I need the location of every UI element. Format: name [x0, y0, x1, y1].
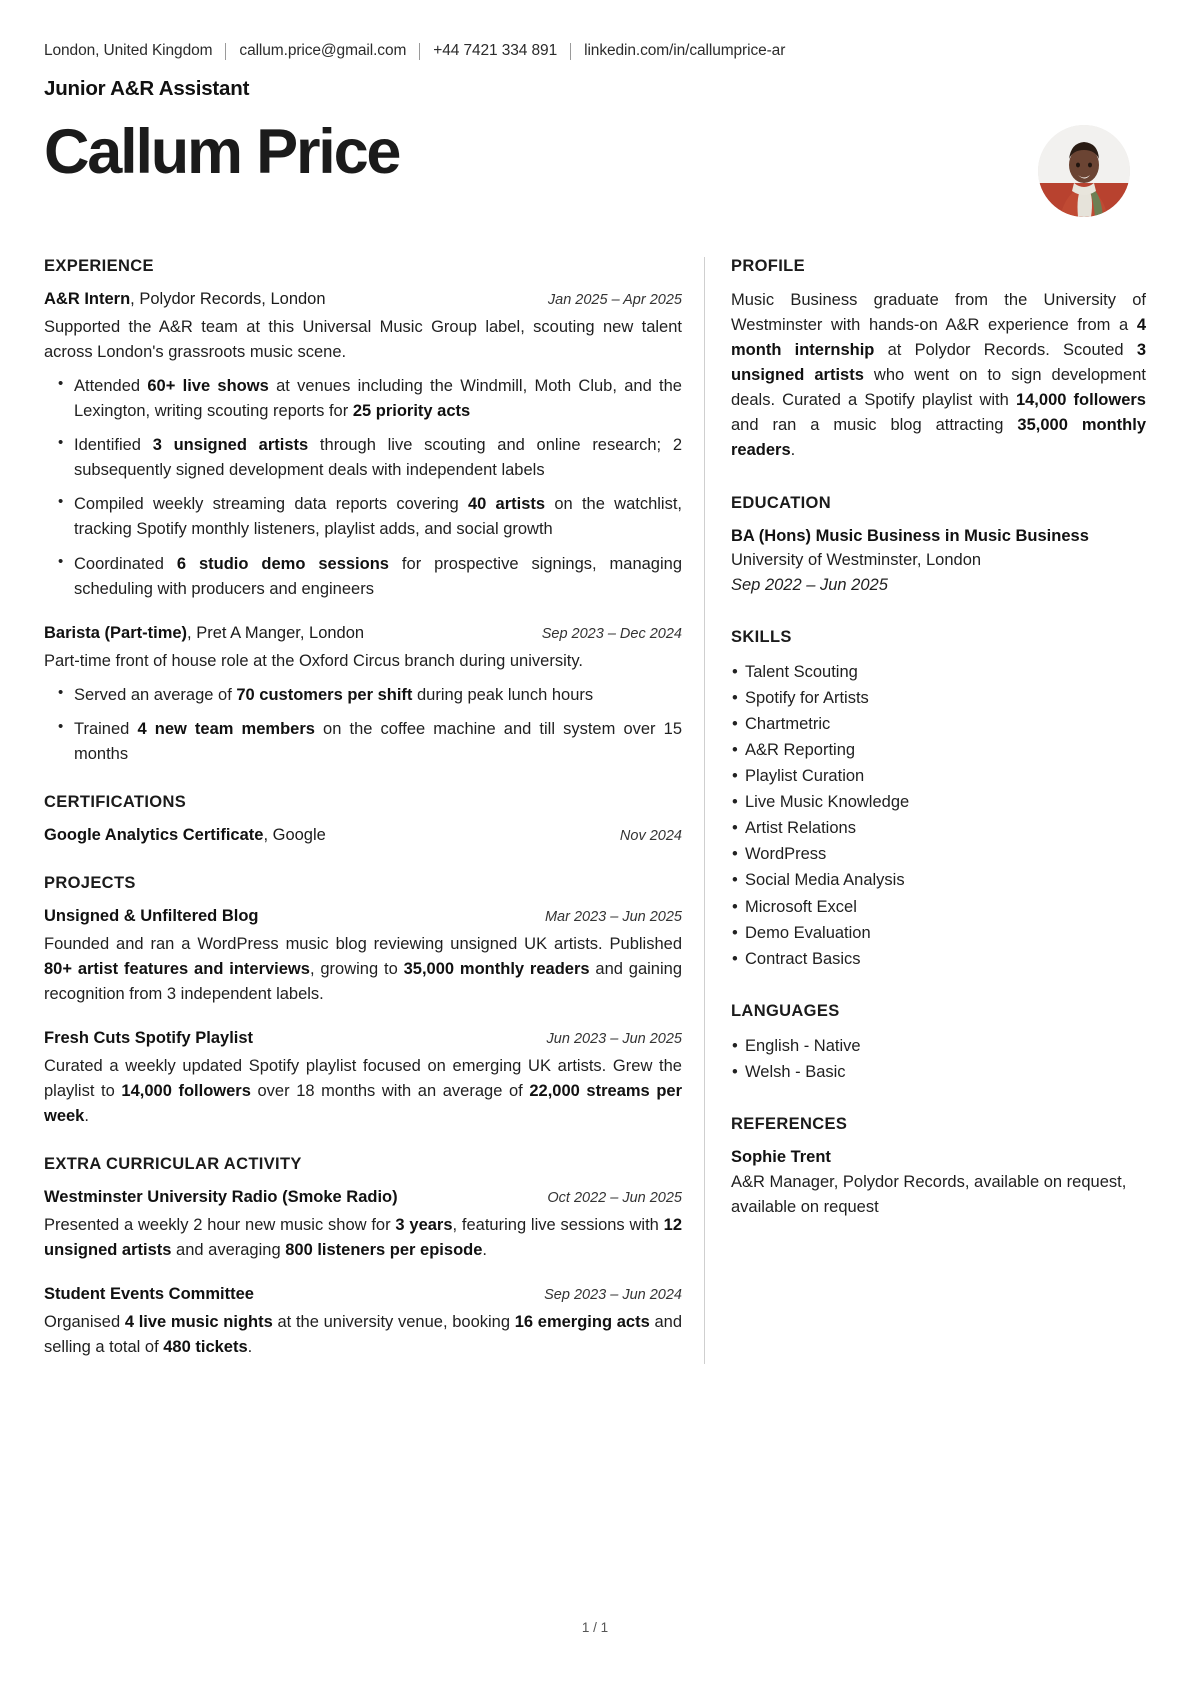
emphasis-text: 35,000 monthly readers	[403, 959, 590, 978]
emphasis-text: 12 unsigned artists	[44, 1216, 682, 1260]
emphasis-text: 4 new team members	[137, 719, 315, 738]
reference-detail: A&R Manager, Polydor Records, available on request, available on request	[731, 1172, 1127, 1216]
body-text: Presented a weekly 2 hour new music show for	[44, 1216, 396, 1235]
project-date: Jun 2023 – Jun 2025	[546, 1031, 682, 1048]
list-item	[74, 433, 682, 483]
body-text: .	[482, 1241, 487, 1260]
experience-date: Sep 2023 – Dec 2024	[541, 625, 682, 642]
contact-location: London, United Kingdom	[44, 42, 213, 59]
body-text: Curated a weekly updated Spotify playlist focused on emerging UK artists. Grew the playlist to	[44, 1056, 682, 1101]
left-column	[44, 257, 704, 1364]
activity-title	[44, 1283, 254, 1307]
emphasis-text: 22,000 streams per week	[44, 1082, 682, 1126]
contact-phone[interactable]: +44 7421 334 891	[433, 42, 558, 59]
education-entry	[731, 525, 1146, 598]
body-text: Trained	[74, 719, 138, 738]
extra-curricular-entry	[44, 1186, 682, 1263]
emphasis-text: 25 priority acts	[352, 402, 471, 421]
body-text: through live scouting and online research; 2 subsequently signed development deals with independent labels	[74, 436, 682, 480]
list-item: • Spotify for Artists	[745, 685, 1146, 711]
project-title	[44, 905, 259, 929]
experience-bullets	[44, 683, 682, 767]
project-date: Mar 2023 – Jun 2025	[544, 908, 682, 925]
body-text: and ran a music blog attracting	[731, 416, 1018, 435]
activity-name: Westminster University Radio (Smoke Radio)	[44, 1188, 398, 1207]
section-heading-education: EDUCATION	[731, 493, 832, 512]
entry-header	[44, 1186, 682, 1210]
emphasis-text: 6 studio demo sessions	[176, 554, 389, 573]
list-item: • Artist Relations	[745, 815, 1146, 841]
right-column	[705, 257, 1146, 1364]
emphasis-text: 16 emerging acts	[514, 1313, 650, 1332]
contact-linkedin[interactable]: linkedin.com/in/callumprice-ar	[584, 42, 786, 59]
list-item	[74, 552, 682, 602]
entry-header	[44, 288, 682, 312]
entry-header	[44, 905, 682, 929]
emphasis-text: 40 artists	[467, 495, 546, 514]
experience-bullets	[44, 374, 682, 602]
extra-curricular-entry	[44, 1283, 682, 1360]
body-text: , growing to	[309, 959, 404, 978]
body-text: on the coffee machine and till system over 15 months	[74, 719, 683, 763]
project-description	[44, 932, 682, 1007]
project-title	[44, 1027, 253, 1051]
certification-issuer: , Google	[263, 825, 326, 844]
list-item: • WordPress	[745, 841, 1146, 867]
list-item: • Playlist Curation	[745, 763, 1146, 789]
certification-title	[44, 824, 326, 848]
list-item: • Microsoft Excel	[745, 894, 1146, 920]
emphasis-text: 4 live music nights	[124, 1313, 273, 1332]
experience-title	[44, 622, 364, 646]
body-text: Identified	[74, 436, 153, 455]
reference-name: Sophie Trent	[731, 1147, 831, 1166]
emphasis-text: 3 years	[395, 1216, 453, 1235]
list-item	[74, 683, 682, 708]
list-item: • Social Media Analysis	[745, 867, 1146, 893]
section-heading-languages: LANGUAGES	[731, 1001, 840, 1020]
body-text: , featuring live sessions with	[452, 1216, 664, 1235]
section-heading-experience: EXPERIENCE	[44, 257, 154, 275]
contact-email[interactable]: callum.price@gmail.com	[239, 42, 407, 59]
activity-date: Sep 2023 – Jun 2024	[544, 1287, 682, 1304]
body-text: over 18 months with an average of	[250, 1082, 530, 1101]
body-text: Organised	[44, 1313, 125, 1332]
page-indicator: 1 / 1	[581, 1620, 609, 1635]
experience-role: Barista (Part-time)	[44, 623, 188, 642]
section-heading-certifications: CERTIFICATIONS	[44, 792, 187, 811]
body-text: Attended	[74, 377, 148, 396]
name-row	[44, 119, 1146, 217]
project-entry	[44, 1027, 682, 1129]
project-name: Fresh Cuts Spotify Playlist	[44, 1029, 254, 1048]
experience-role: A&R Intern	[44, 290, 131, 308]
profile-text	[731, 288, 1146, 464]
avatar	[1038, 125, 1130, 217]
body-text: Founded and ran a WordPress music blog reviewing unsigned UK artists. Published	[44, 934, 682, 953]
body-text: and averaging	[171, 1241, 286, 1260]
list-item	[74, 717, 682, 767]
experience-description: Part-time front of house role at the Oxford Circus branch during university.	[44, 651, 583, 670]
education-degree: BA (Hons) Music Business in Music Business	[731, 526, 1089, 545]
list-item	[74, 492, 682, 542]
body-text: .	[247, 1338, 253, 1357]
body-text: Coordinated	[74, 554, 177, 573]
experience-company: , Pret A Manger, London	[187, 623, 365, 642]
experience-company: , Polydor Records, London	[130, 290, 326, 308]
project-entry	[44, 905, 682, 1007]
list-item: • Chartmetric	[745, 711, 1146, 737]
skills-list	[731, 659, 1146, 972]
body-text: at the university venue, booking	[272, 1313, 515, 1332]
body-text: Compiled weekly streaming data reports covering	[74, 495, 468, 514]
list-item: • A&R Reporting	[745, 737, 1146, 763]
activity-description	[44, 1310, 682, 1360]
body-text: at Polydor Records. Scouted	[874, 341, 1137, 360]
section-heading-references: REFERENCES	[731, 1114, 848, 1133]
list-item: • Talent Scouting	[745, 659, 1146, 685]
entry-header	[44, 1027, 682, 1051]
entry-header	[44, 1283, 682, 1307]
contact-line	[44, 42, 1146, 60]
emphasis-text: 800 listeners per episode	[285, 1241, 483, 1260]
entry-header	[44, 622, 682, 646]
emphasis-text: 3 unsigned artists	[152, 436, 309, 455]
section-heading-profile: PROFILE	[731, 257, 805, 275]
content-columns	[44, 257, 1146, 1364]
emphasis-text: 480 tickets	[163, 1338, 248, 1357]
experience-title	[44, 288, 326, 312]
list-item: • English - Native	[745, 1033, 1146, 1059]
list-item: • Demo Evaluation	[745, 920, 1146, 946]
certification-date: Nov 2024	[619, 827, 682, 844]
experience-description: Supported the A&R team at this Universal Music Group label, scouting new talent across London's grassroots music scene.	[44, 317, 682, 361]
experience-entry	[44, 288, 682, 602]
body-text: at venues including the Windmill, Moth Club, and the Lexington, writing scouting reports for	[74, 377, 682, 421]
page-title: Callum Price	[44, 117, 400, 187]
certification-entry	[44, 824, 682, 848]
body-text: Music Business graduate from the University of Westminster with hands-on A&R experience from a	[731, 291, 1146, 335]
list-item: • Welsh - Basic	[745, 1059, 1146, 1085]
reference-entry	[731, 1146, 1146, 1220]
section-heading-projects: PROJECTS	[44, 873, 136, 892]
list-item: • Live Music Knowledge	[745, 789, 1146, 815]
body-text: .	[790, 441, 796, 460]
body-text: and gaining recognition from 3 independent labels.	[44, 959, 682, 1003]
emphasis-text: 14,000 followers	[121, 1082, 251, 1101]
experience-entry	[44, 622, 682, 767]
job-title: Junior A&R Assistant	[44, 77, 250, 100]
emphasis-text: 3 unsigned artists	[731, 341, 1146, 385]
activity-description	[44, 1213, 682, 1263]
experience-date: Jan 2025 – Apr 2025	[547, 292, 682, 308]
activity-name: Student Events Committee	[44, 1285, 254, 1304]
section-heading-extra-curricular: EXTRA CURRICULAR ACTIVITY	[44, 1155, 302, 1174]
project-name: Unsigned & Unfiltered Blog	[44, 906, 259, 925]
list-item: • Contract Basics	[745, 946, 1146, 972]
body-text: .	[84, 1107, 89, 1126]
certification-name: Google Analytics Certificate	[44, 825, 264, 844]
education-school: University of Westminster, London	[731, 551, 982, 570]
body-text: who went on to sign development deals. Curated a Spotify playlist with	[731, 366, 1146, 410]
project-description	[44, 1054, 682, 1129]
languages-list	[731, 1033, 1146, 1085]
emphasis-text: 4 month internship	[731, 316, 1146, 360]
emphasis-text: 80+ artist features and interviews	[44, 959, 310, 978]
emphasis-text: 14,000 followers	[1015, 391, 1146, 410]
emphasis-text: 70 customers per shift	[236, 685, 413, 704]
body-text: on the watchlist, tracking Spotify monthly listeners, playlist adds, and social growth	[74, 495, 683, 539]
emphasis-text: 60+ live shows	[147, 377, 269, 396]
body-text: and selling a total of	[44, 1313, 683, 1357]
section-heading-skills: SKILLS	[731, 627, 792, 646]
body-text: Served an average of	[74, 685, 237, 704]
body-text: for prospective signings, managing scheduling with producers and engineers	[74, 554, 682, 598]
education-date: Sep 2022 – Jun 2025	[731, 576, 888, 595]
body-text: during peak lunch hours	[412, 685, 594, 704]
activity-title	[44, 1186, 398, 1210]
emphasis-text: 35,000 monthly readers	[731, 416, 1147, 460]
list-item	[74, 374, 682, 424]
activity-date: Oct 2022 – Jun 2025	[547, 1190, 682, 1207]
entry-header	[44, 824, 682, 848]
